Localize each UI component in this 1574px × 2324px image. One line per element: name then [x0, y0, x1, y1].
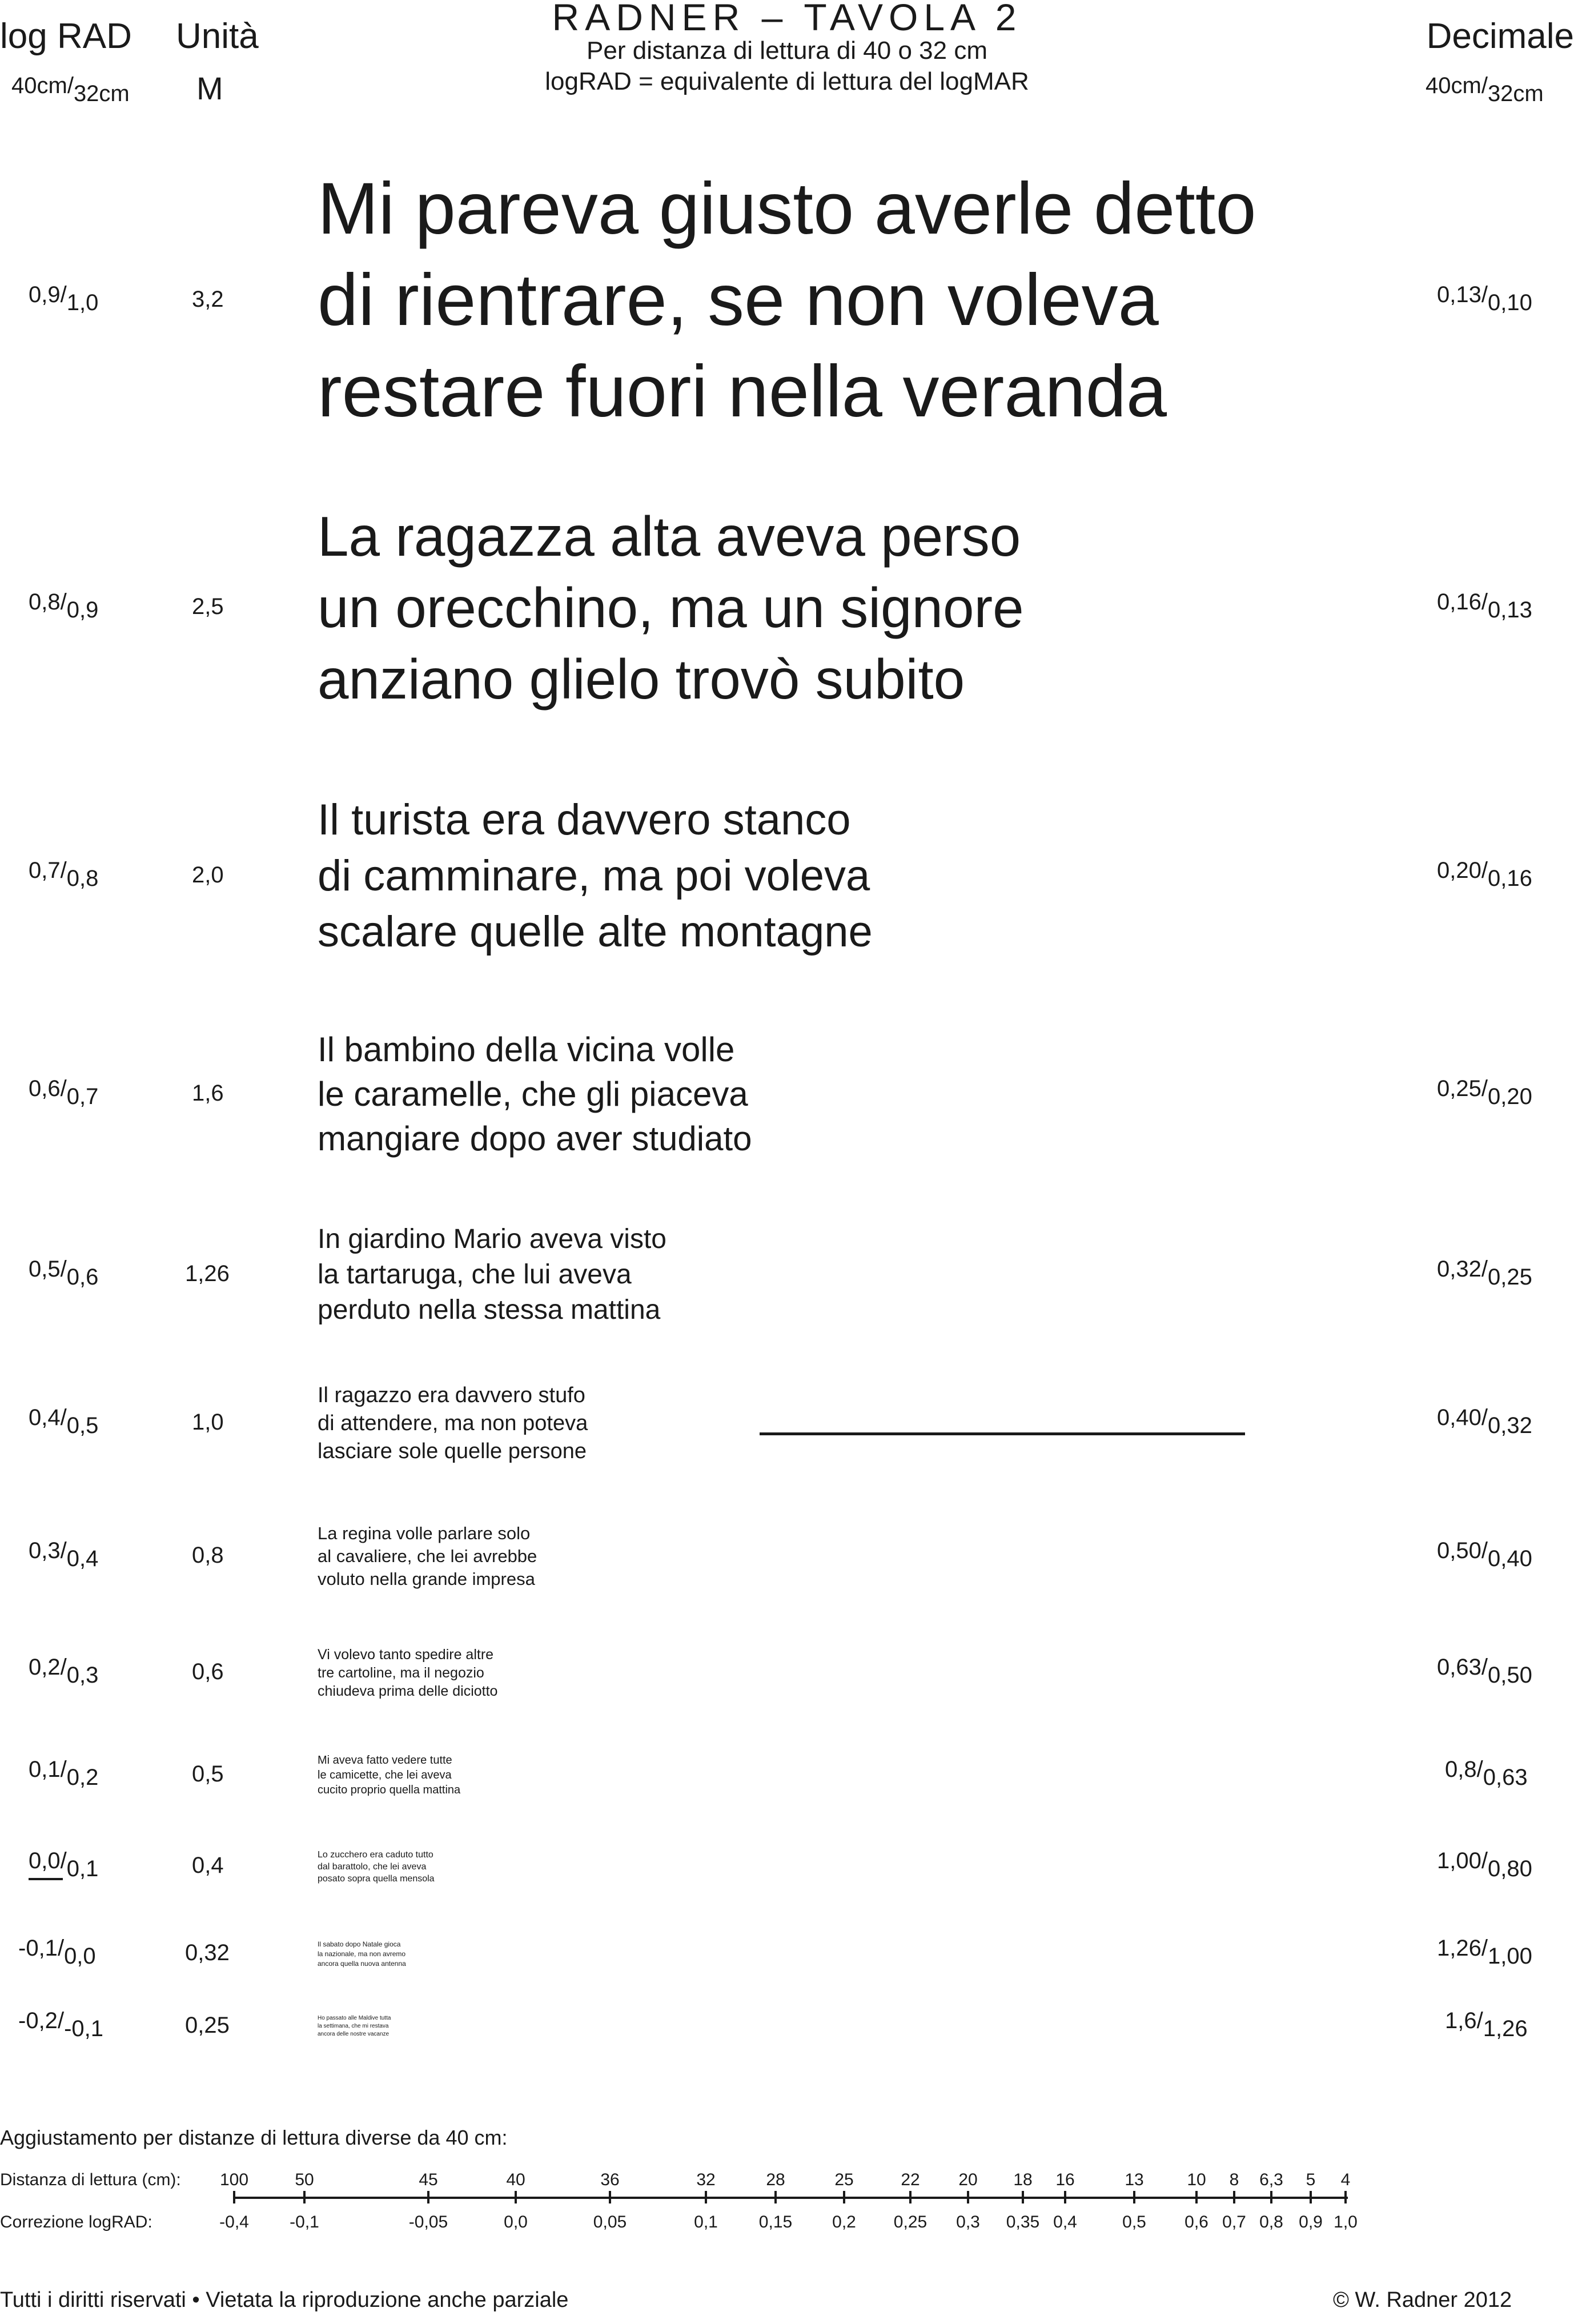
decimal-value: 0,25/0,20 — [1437, 1076, 1532, 1109]
lograd-value-a: 0,2 — [29, 1655, 61, 1680]
lograd-sub-a: 40cm — [11, 73, 67, 98]
lograd-value-a: 0,5 — [29, 1257, 61, 1282]
sentence-line: le camicette, che lei aveva — [318, 1769, 452, 1781]
decimal-value: 0,16/0,13 — [1437, 589, 1532, 623]
scale-tick — [427, 2191, 429, 2203]
unit-value: 2,5 — [192, 594, 224, 619]
decimal-value: 0,8/0,63 — [1445, 1757, 1528, 1790]
correction-value: 0,4 — [1053, 2213, 1077, 2231]
lograd-value: 0,9/1,0 — [29, 282, 99, 315]
decimal-value-b: 0,80 — [1487, 1856, 1532, 1881]
lograd-value-a: 0,1 — [29, 1757, 61, 1782]
unit-value: 1,6 — [192, 1081, 224, 1106]
decimal-value-a: 0,16 — [1437, 589, 1481, 615]
sentence-line: lasciare sole quelle persone — [318, 1439, 587, 1463]
correction-value: 0,15 — [758, 2213, 793, 2231]
sentence-line: anziano glielo trovò subito — [318, 647, 965, 711]
decimal-header: Decimale — [1426, 17, 1574, 56]
distance-value: 36 — [600, 2170, 620, 2189]
distance-value: 32 — [696, 2170, 716, 2189]
decimal-value-b: 0,25 — [1487, 1265, 1532, 1290]
correction-value: 0,7 — [1222, 2213, 1246, 2231]
scale-tick — [909, 2191, 912, 2203]
decimal-value-a: 0,32 — [1437, 1257, 1481, 1282]
reading-sentence — [318, 1382, 588, 1466]
decimal-value-a: 0,63 — [1437, 1655, 1481, 1680]
distance-value: 100 — [219, 2170, 249, 2189]
unit-value: 1,0 — [192, 1410, 224, 1435]
distance-value: 4 — [1340, 2170, 1351, 2189]
correction-value: 1,0 — [1334, 2213, 1358, 2231]
scale-tick — [1270, 2191, 1272, 2203]
correction-value: 0,1 — [694, 2213, 718, 2231]
correction-value: 0,25 — [893, 2213, 927, 2231]
lograd-value-b: 0,3 — [66, 1663, 99, 1688]
lograd-value-a: 0,9 — [29, 282, 61, 307]
sentence-line: In giardino Mario aveva visto — [318, 1224, 666, 1254]
sentence-line: al cavaliere, che lei avrebbe — [318, 1546, 537, 1566]
correction-value: 0,35 — [1006, 2213, 1040, 2231]
scale-tick — [1064, 2191, 1066, 2203]
scale-tick — [1022, 2191, 1024, 2203]
lograd-value: 0,8/0,9 — [29, 589, 99, 623]
lograd-value-b: -0,1 — [64, 2016, 103, 2041]
decimal-value-a: 0,40 — [1437, 1405, 1481, 1430]
decimal-value-b: 0,32 — [1487, 1413, 1532, 1438]
unit-value: 3,2 — [192, 287, 224, 312]
correction-value: 0,0 — [504, 2213, 528, 2231]
lograd-value-a: 0,0 — [29, 1848, 61, 1873]
sentence-line: la settimana, che mi restava — [318, 2023, 389, 2029]
lograd-value-b: 0,6 — [66, 1265, 99, 1290]
reading-sentence — [318, 1222, 666, 1328]
unit-value: 0,5 — [192, 1761, 224, 1787]
decimal-sub-a: 40cm — [1426, 73, 1481, 98]
decimal-value-b: 0,10 — [1487, 290, 1532, 315]
sentence-line: La regina volle parlare solo — [318, 1523, 531, 1543]
lograd-value-a: -0,2 — [18, 2008, 58, 2033]
distance-value: 18 — [1013, 2170, 1033, 2189]
decimal-value: 0,13/0,10 — [1437, 282, 1532, 315]
scale-line — [234, 2197, 1348, 2199]
lograd-value: 0,3/0,4 — [29, 1538, 99, 1571]
decimal-value-b: 0,40 — [1487, 1546, 1532, 1571]
sentence-line: le caramelle, che gli piaceva — [318, 1075, 748, 1113]
distance-value: 40 — [506, 2170, 525, 2189]
distance-value: 16 — [1055, 2170, 1075, 2189]
scale-tick — [515, 2191, 517, 2203]
unit-subheader: M — [196, 70, 223, 106]
unit-value: 0,4 — [192, 1853, 224, 1878]
correction-value: 0,05 — [593, 2213, 627, 2231]
decimal-value-b: 1,26 — [1483, 2016, 1528, 2041]
lograd-value-a: -0,1 — [18, 1936, 58, 1961]
lograd-value: 0,7/0,8 — [29, 858, 99, 891]
scale-tick — [1233, 2191, 1235, 2203]
sentence-line: posato sopra quella mensola — [318, 1873, 435, 1884]
sentence-line: ancora delle nostre vacanze — [318, 2031, 390, 2037]
sentence-line: perduto nella stessa mattina — [318, 1295, 661, 1325]
decimal-value: 1,6/1,26 — [1445, 2008, 1528, 2041]
sentence-line: di rientrare, se non voleva — [318, 259, 1159, 341]
reading-sentence — [318, 1645, 497, 1700]
lograd-value-b: 0,7 — [66, 1084, 99, 1109]
page-subtitle-lograd: logRAD = equivalente di lettura del logMAR — [545, 67, 1029, 95]
sentence-line: di attendere, ma non poteva — [318, 1411, 588, 1435]
sentence-line: mangiare dopo aver studiato — [318, 1119, 752, 1158]
sentence-line: Ho passato alle Maldive tutta — [318, 2015, 391, 2021]
decimal-value-b: 0,63 — [1483, 1765, 1528, 1790]
sentence-line: un orecchino, ma un signore — [318, 576, 1024, 639]
scale-tick — [1195, 2191, 1198, 2203]
unit-value: 0,8 — [192, 1543, 224, 1568]
reference-underline — [29, 1878, 63, 1880]
distance-value: 10 — [1187, 2170, 1206, 2189]
decimal-value: 0,63/0,50 — [1437, 1655, 1532, 1688]
correction-value: 0,9 — [1299, 2213, 1323, 2231]
reading-sentence — [318, 1849, 435, 1885]
sentence-line: cucito proprio quella mattina — [318, 1784, 461, 1796]
lograd-value-a: 0,8 — [29, 589, 61, 615]
reading-sentence — [318, 1753, 460, 1797]
reading-sentence — [318, 1522, 537, 1591]
footer-rights: Tutti i diritti riservati • Vietata la riproduzione anche parziale — [0, 2288, 569, 2312]
unit-header: Unità — [176, 17, 259, 56]
lograd-value-b: 0,1 — [66, 1856, 99, 1881]
sentence-line: la tartaruga, che lui aveva — [318, 1259, 632, 1290]
lograd-value-b: 0,4 — [66, 1546, 99, 1571]
scale-tick — [843, 2191, 845, 2203]
sentence-line: di camminare, ma poi voleva — [318, 852, 870, 900]
decimal-value-a: 1,6 — [1445, 2008, 1477, 2033]
decimal-value-b: 0,50 — [1487, 1663, 1532, 1688]
correction-value: 0,2 — [832, 2213, 856, 2231]
decimal-value: 1,00/0,80 — [1437, 1848, 1532, 1881]
footer-copyright: © W. Radner 2012 — [1333, 2288, 1512, 2312]
decimal-value-b: 0,16 — [1487, 866, 1532, 891]
sentence-line: ancora quella nuova antenna — [318, 1959, 406, 1968]
lograd-value: -0,2/-0,1 — [18, 2008, 103, 2041]
lograd-value: 0,6/0,7 — [29, 1076, 99, 1109]
lograd-value-b: 0,0 — [64, 1944, 96, 1969]
scale-tick — [705, 2191, 707, 2203]
correction-value: -0,1 — [290, 2213, 319, 2231]
distance-value: 25 — [834, 2170, 854, 2189]
distance-value: 22 — [901, 2170, 920, 2189]
reading-sentence — [318, 501, 1024, 715]
unit-value: 0,6 — [192, 1659, 224, 1684]
lograd-sub-sep: / — [67, 73, 74, 98]
decimal-value: 0,40/0,32 — [1437, 1405, 1532, 1438]
lograd-value: 0,4/0,5 — [29, 1405, 99, 1438]
sentence-line: la nazionale, ma non avremo — [318, 1949, 406, 1958]
decimal-sub-sep: / — [1481, 73, 1488, 98]
decimal-value-a: 0,50 — [1437, 1538, 1481, 1563]
decimal-value-b: 0,13 — [1487, 597, 1532, 623]
correction-label: Correzione logRAD: — [0, 2213, 152, 2231]
sentence-line: voluto nella grande impresa — [318, 1569, 535, 1589]
adjustment-title: Aggiustamento per distanze di lettura diverse da 40 cm: — [0, 2126, 508, 2149]
distance-value: 20 — [958, 2170, 978, 2189]
decimal-value-b: 0,20 — [1487, 1084, 1532, 1109]
distance-value: 8 — [1229, 2170, 1239, 2189]
distance-value: 45 — [419, 2170, 438, 2189]
scale-tick — [303, 2191, 306, 2203]
lograd-value-b: 0,8 — [66, 866, 99, 891]
scale-tick — [967, 2191, 969, 2203]
decimal-sub-b: 32cm — [1487, 81, 1544, 106]
lograd-value-a: 0,3 — [29, 1538, 61, 1563]
decimal-value-a: 0,25 — [1437, 1076, 1481, 1101]
reading-sentence — [318, 1027, 752, 1161]
correction-value: 0,3 — [956, 2213, 980, 2231]
lograd-header: log RAD — [0, 17, 132, 56]
reading-sentence — [318, 1940, 406, 1969]
scale-tick — [1133, 2191, 1135, 2203]
reading-sentence — [318, 2014, 391, 2038]
reference-line — [760, 1432, 1245, 1435]
decimal-value: 0,32/0,25 — [1437, 1257, 1532, 1290]
sentence-line: Il sabato dopo Natale gioca — [318, 1940, 401, 1948]
distance-value: 13 — [1125, 2170, 1144, 2189]
sentence-line: Mi aveva fatto vedere tutte — [318, 1754, 452, 1767]
lograd-value-a: 0,4 — [29, 1405, 61, 1430]
correction-value: 0,5 — [1122, 2213, 1146, 2231]
decimal-value-b: 1,00 — [1487, 1944, 1532, 1969]
scale-tick — [774, 2191, 777, 2203]
sentence-line: dal barattolo, che lei aveva — [318, 1861, 427, 1872]
decimal-value: 1,26/1,00 — [1437, 1936, 1532, 1969]
decimal-value-a: 0,20 — [1437, 858, 1481, 883]
decimal-value-a: 1,00 — [1437, 1848, 1481, 1873]
lograd-value-a: 0,6 — [29, 1076, 61, 1101]
decimal-value-a: 1,26 — [1437, 1936, 1481, 1961]
page-title: RADNER – TAVOLA 2 — [552, 0, 1022, 38]
unit-value: 0,25 — [185, 2013, 230, 2038]
reading-sentence — [318, 163, 1256, 437]
correction-value: 0,6 — [1184, 2213, 1208, 2231]
lograd-value: 0,2/0,3 — [29, 1655, 99, 1688]
scale-tick — [609, 2191, 611, 2203]
distance-value: 28 — [766, 2170, 785, 2189]
lograd-value: 0,1/0,2 — [29, 1757, 99, 1790]
scale-tick — [1344, 2191, 1347, 2203]
sentence-line: Vi volevo tanto spedire altre — [318, 1647, 494, 1663]
lograd-value: 0,0/0,1 — [29, 1848, 99, 1881]
sentence-line: scalare quelle alte montagne — [318, 908, 873, 956]
distance-value: 5 — [1306, 2170, 1316, 2189]
lograd-value-b: 0,9 — [66, 597, 99, 623]
correction-value: -0,4 — [219, 2213, 249, 2231]
unit-value: 1,26 — [185, 1261, 230, 1286]
unit-value: 2,0 — [192, 862, 224, 888]
decimal-value: 0,50/0,40 — [1437, 1538, 1532, 1571]
page-subtitle-distance: Per distanza di lettura di 40 o 32 cm — [587, 37, 987, 65]
lograd-value: -0,1/0,0 — [18, 1936, 96, 1969]
lograd-value: 0,5/0,6 — [29, 1257, 99, 1290]
correction-value: -0,05 — [408, 2213, 448, 2231]
scale-tick — [233, 2191, 235, 2203]
decimal-value-a: 0,8 — [1445, 1757, 1477, 1782]
sentence-line: Il ragazzo era davvero stufo — [318, 1383, 585, 1407]
sentence-line: La ragazza alta aveva perso — [318, 504, 1021, 568]
sentence-line: Lo zucchero era caduto tutto — [318, 1849, 433, 1860]
decimal-distance-subheader — [1426, 73, 1544, 106]
lograd-value-b: 0,5 — [66, 1413, 99, 1438]
decimal-value-a: 0,13 — [1437, 282, 1481, 307]
sentence-line: Il turista era davvero stanco — [318, 796, 851, 844]
lograd-value-b: 0,2 — [66, 1765, 99, 1790]
reading-sentence — [318, 792, 873, 960]
distance-label: Distanza di lettura (cm): — [0, 2170, 181, 2189]
sentence-line: chiudeva prima delle diciotto — [318, 1683, 498, 1699]
sentence-line: restare fuori nella veranda — [318, 351, 1167, 432]
lograd-value-a: 0,7 — [29, 858, 61, 883]
sentence-line: Il bambino della vicina volle — [318, 1030, 735, 1069]
decimal-value: 0,20/0,16 — [1437, 858, 1532, 891]
sentence-line: Mi pareva giusto averle detto — [318, 168, 1256, 250]
correction-value: 0,8 — [1259, 2213, 1283, 2231]
distance-value: 6,3 — [1259, 2170, 1283, 2189]
lograd-sub-b: 32cm — [73, 81, 130, 106]
sentence-line: tre cartoline, ma il negozio — [318, 1665, 484, 1681]
unit-value: 0,32 — [185, 1940, 230, 1965]
scale-tick — [1310, 2191, 1312, 2203]
distance-value: 50 — [295, 2170, 314, 2189]
lograd-value-b: 1,0 — [66, 290, 99, 315]
